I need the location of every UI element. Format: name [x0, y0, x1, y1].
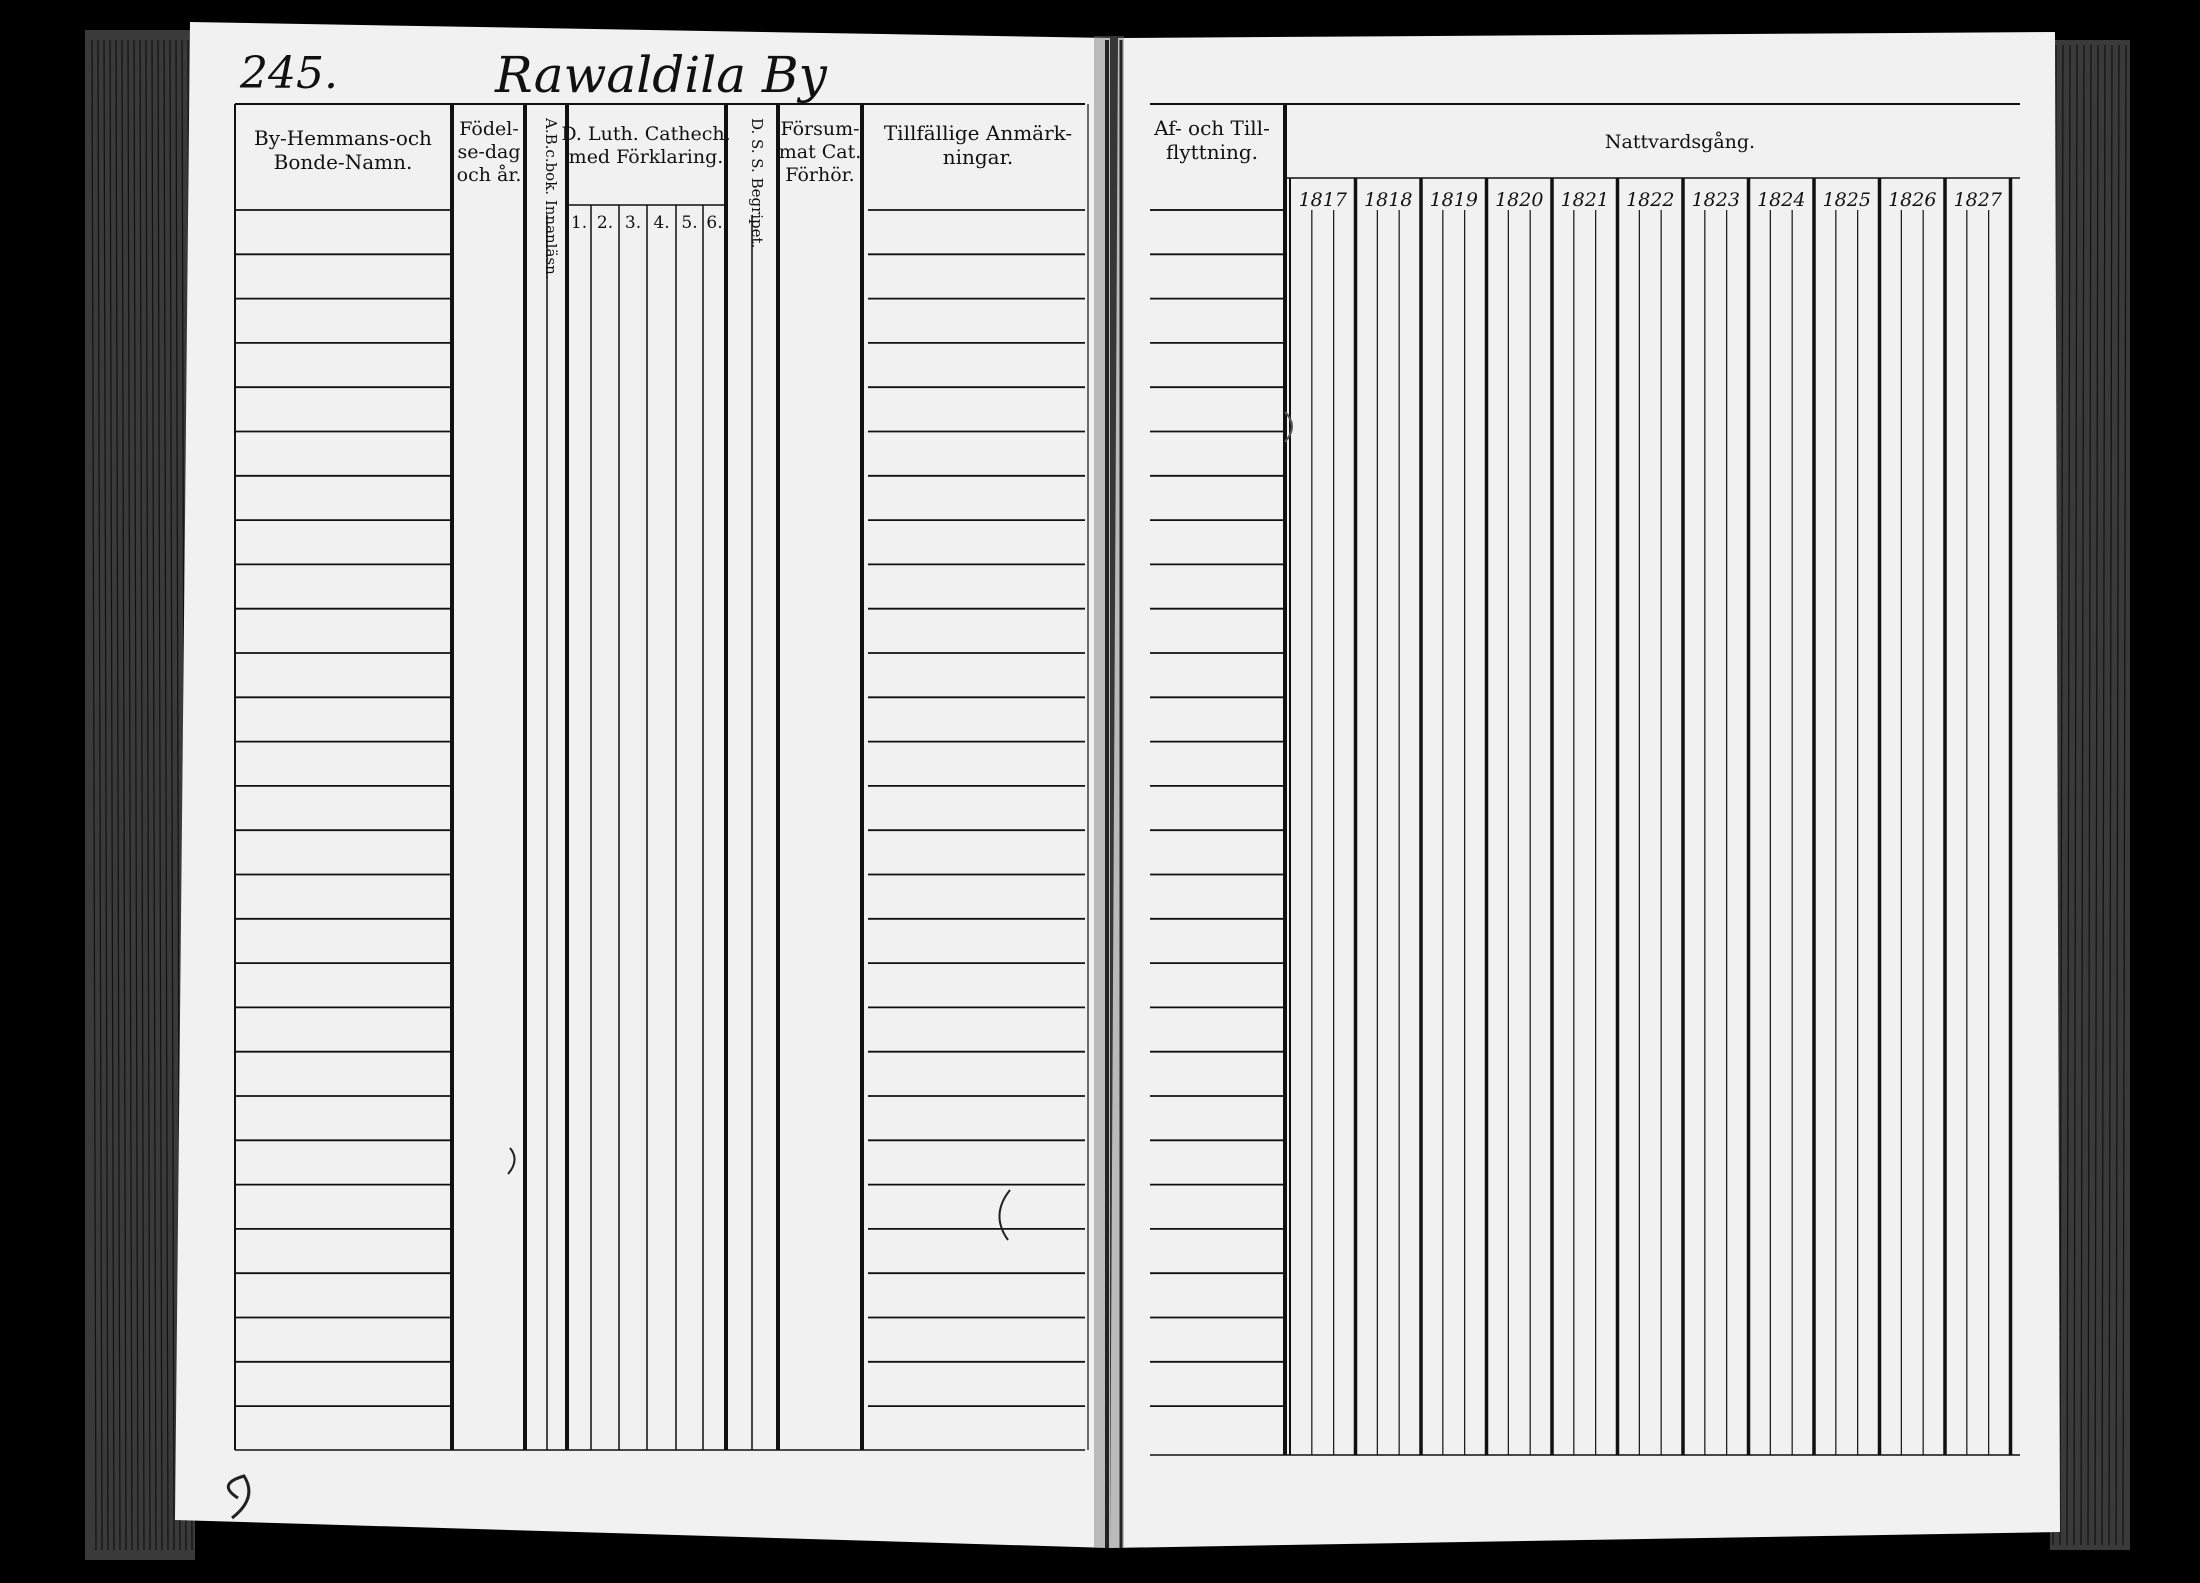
column-header-abc: A.B.c.bok. Innanläsn. [542, 118, 560, 280]
village-title: Rawaldila By [495, 46, 827, 104]
column-header-forsummat: Försum- [780, 118, 860, 140]
year-label: 1824 [1757, 189, 1806, 211]
column-header-forsummat: mat Cat. [778, 141, 862, 163]
communion-years [1299, 189, 2003, 211]
column-header-birth: och år. [456, 164, 522, 186]
column-header-moves: Af- och Till- [1154, 116, 1270, 140]
column-header-name: Bonde-Namn. [273, 150, 413, 174]
year-label: 1820 [1495, 189, 1544, 211]
column-header-notes: ningar. [942, 145, 1014, 169]
page-number: 245. [240, 48, 338, 99]
column-header-birth: se-dag [457, 141, 521, 163]
column-header-forsummat: Förhör. [785, 164, 855, 186]
year-label: 1822 [1626, 189, 1675, 211]
catechism-number: 6. [706, 213, 723, 233]
year-label: 1817 [1298, 189, 1347, 211]
column-header-communion: Nattvardsgång. [1604, 131, 1756, 153]
catechism-number: 1. [570, 213, 588, 233]
catechism-number: 2. [596, 213, 614, 233]
column-header-moves: flyttning. [1165, 140, 1259, 164]
year-label: 1823 [1691, 189, 1740, 211]
column-header-dss: D. S. S. Begripet. [748, 118, 766, 249]
catechism-number: 5. [681, 213, 698, 233]
right-page [1110, 32, 2060, 1548]
catechism-number: 4. [653, 213, 670, 233]
year-label: 1827 [1953, 189, 2002, 211]
column-header-cat: D. Luth. Cathech. [561, 123, 731, 145]
column-header-cat: med Förklaring. [568, 146, 724, 168]
year-label: 1825 [1822, 189, 1871, 211]
year-label: 1821 [1560, 189, 1609, 211]
catechism-number: 3. [624, 213, 642, 233]
year-label: 1818 [1364, 189, 1413, 211]
year-label: 1819 [1429, 189, 1478, 211]
column-header-notes: Tillfällige Anmärk- [883, 121, 1073, 145]
year-label: 1826 [1888, 189, 1937, 211]
column-header-birth: Födel- [459, 118, 519, 140]
column-header-name: By-Hemmans-och [254, 126, 432, 150]
